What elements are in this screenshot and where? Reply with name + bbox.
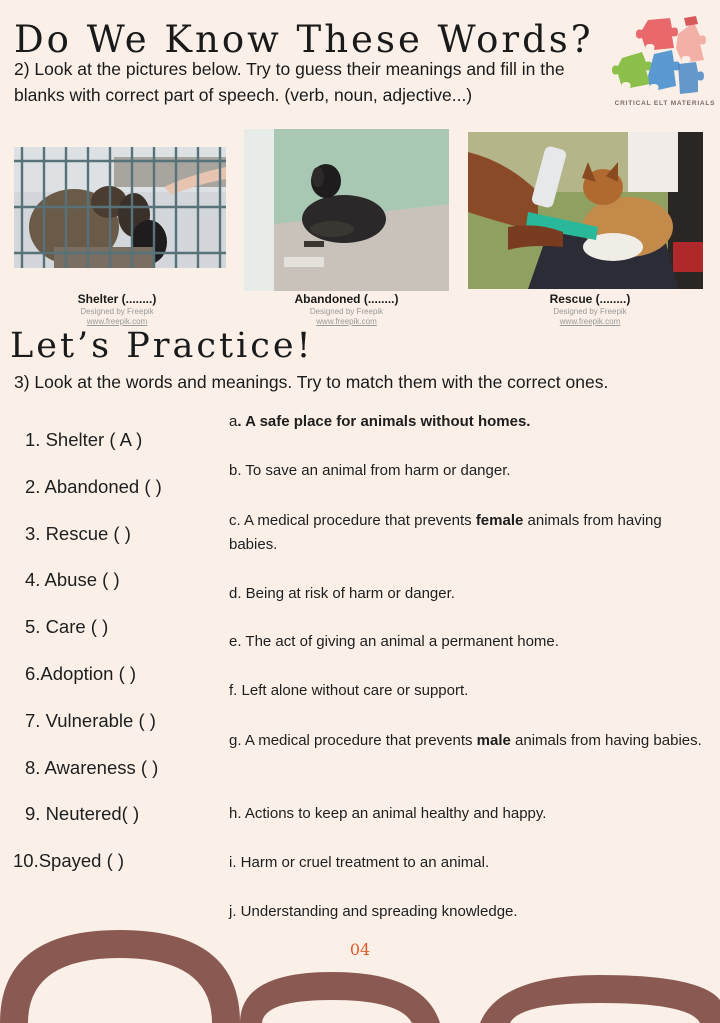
definition-j: j. Understanding and spreading knowledge. — [229, 903, 518, 920]
page-title: Do We Know These Words? — [14, 18, 594, 61]
caption-abandoned: Abandoned (........) — [294, 292, 399, 306]
word-item: 3. Rescue ( ) — [25, 523, 131, 544]
logo-text: CRITICAL ELT MATERIALS — [614, 100, 716, 107]
definition-g: g. A medical procedure that prevents male animals from having babies. — [229, 732, 702, 749]
arc-middle — [240, 972, 440, 1023]
definition-f: f. Left alone without care or support. — [229, 682, 469, 699]
arc-right — [480, 975, 720, 1023]
word-item: 2. Abandoned ( ) — [25, 476, 162, 497]
caption-credit: Designed by Freepik — [553, 307, 627, 316]
definition-i: i. Harm or cruel treatment to an animal. — [229, 854, 490, 871]
practice-instruction: 3) Look at the words and meanings. Try to match them with the correct ones. — [14, 372, 609, 392]
caption-rescue: Rescue (........) — [549, 292, 631, 306]
caption-credit: Designed by Freepik — [80, 307, 154, 316]
word-item: 4. Abuse ( ) — [25, 569, 120, 590]
page-number: 04 — [349, 940, 371, 959]
word-item: 5. Care ( ) — [25, 616, 109, 637]
definition-b: b. To save an animal from harm or danger. — [229, 462, 511, 479]
definition-d: d. Being at risk of harm or danger. — [229, 585, 455, 602]
caption-shelter: Shelter (........) — [77, 292, 157, 306]
freepik-link[interactable]: www.freepik.com — [316, 317, 377, 326]
definition-a: a. A safe place for animals without homes. — [229, 413, 531, 430]
word-item: 6.Adoption ( ) — [25, 663, 137, 684]
picture-instruction: 2) Look at the pictures below. Try to guess their meanings and fill in the blanks with correct part of speech. (verb, noun, adjective...) — [14, 59, 565, 105]
arc-left — [0, 930, 240, 1023]
word-item: 9. Neutered( ) — [25, 803, 140, 824]
word-item: 8. Awareness ( ) — [25, 757, 159, 778]
word-item: 7. Vulnerable ( ) — [25, 710, 156, 731]
word-item: 10.Spayed ( ) — [13, 850, 125, 871]
definition-h: h. Actions to keep an animal healthy and happy. — [229, 805, 547, 822]
freepik-link[interactable]: www.freepik.com — [86, 317, 148, 326]
caption-credit: Designed by Freepik — [309, 307, 384, 316]
word-item: 1. Shelter ( A ) — [25, 429, 143, 450]
freepik-link[interactable]: www.freepik.com — [559, 317, 621, 326]
practice-title: Let’s Practice! — [10, 326, 314, 366]
definition-e: e. The act of giving an animal a permanent home. — [229, 633, 559, 650]
definition-c: c. A medical procedure that prevents female animals from having babies. — [229, 512, 662, 553]
